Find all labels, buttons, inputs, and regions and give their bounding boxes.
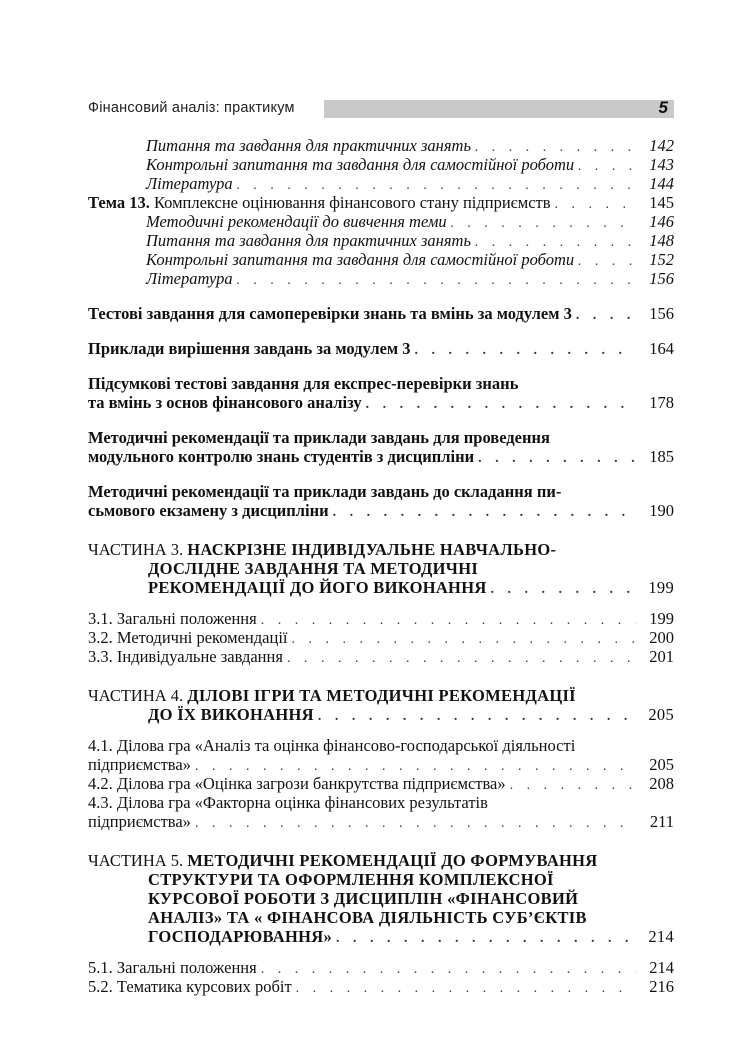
toc-page: 178: [649, 393, 674, 412]
part-heading-last[interactable]: ДО ЇХ ВИКОНАННЯ . . . 205: [88, 705, 674, 724]
dot-leader: [366, 395, 636, 414]
part-heading[interactable]: ЧАСТИНА 5. МЕТОДИЧНІ РЕКОМЕНДАЦІЇ ДО ФОРМУВАННЯ: [88, 851, 598, 870]
toc-entry[interactable]: 3.2. Методичні рекомендації . . . 200: [88, 628, 674, 647]
dot-leader: [510, 776, 636, 795]
toc-entry[interactable]: Контрольні запитання та завдання для самостійної роботи . . . 152: [88, 250, 674, 269]
toc-page: 152: [649, 250, 674, 269]
toc-entry[interactable]: Література . . . 156: [88, 269, 674, 288]
part-heading[interactable]: ЧАСТИНА 3. НАСКРІЗНЕ ІНДИВІДУАЛЬНЕ НАВЧАЛЬНО-: [88, 540, 557, 559]
dot-leader: [576, 306, 636, 325]
header-gray-bar: [324, 100, 674, 118]
toc-entry-bold[interactable]: Приклади вирішення завдань за модулем 3 . . . 164: [88, 339, 674, 358]
toc-page: 216: [649, 977, 674, 996]
part-heading-line: СТРУКТУРИ ТА ОФОРМЛЕННЯ КОМПЛЕКСНОЇ: [148, 870, 554, 889]
dot-leader: [237, 271, 636, 290]
part-heading-last[interactable]: ГОСПОДАРЮВАННЯ» . . . 214: [88, 927, 674, 946]
toc-entry[interactable]: Питання та завдання для практичних занять . . . 142: [88, 136, 674, 155]
running-header: [88, 98, 674, 120]
part-label: ЧАСТИНА 4.: [88, 686, 188, 705]
toc-page: 208: [649, 774, 674, 793]
toc-page: 185: [649, 447, 674, 466]
dot-leader: [336, 929, 636, 948]
part-label: ЧАСТИНА 5.: [88, 851, 188, 870]
toc-page: 199: [649, 609, 674, 628]
toc-entry[interactable]: підприємства» . . . 211: [88, 812, 674, 831]
toc-page: 205: [648, 705, 674, 724]
toc-page: 214: [648, 927, 674, 946]
toc-entry-topic[interactable]: Тема 13. Комплексне оцінювання фінансового стану підприємств . . . 145: [88, 193, 674, 212]
toc-page: 164: [649, 339, 674, 358]
table-of-contents: [88, 136, 674, 996]
part-heading-last[interactable]: РЕКОМЕНДАЦІЇ ДО ЙОГО ВИКОНАННЯ . . . 199: [88, 578, 674, 597]
toc-entry[interactable]: 3.1. Загальні положення . . . 199: [88, 609, 674, 628]
dot-leader: [333, 503, 636, 522]
dot-leader: [195, 814, 636, 833]
dot-leader: [296, 979, 636, 998]
toc-page: 200: [649, 628, 674, 647]
toc-entry[interactable]: Література . . . 144: [88, 174, 674, 193]
toc-page: 142: [649, 136, 674, 155]
toc-page: 144: [649, 174, 674, 193]
toc-entry[interactable]: підприємства» . . . 205: [88, 755, 674, 774]
dot-leader: [451, 214, 636, 233]
toc-entry-bold[interactable]: сьмового екзамену з дисципліни . . . 190: [88, 501, 674, 520]
dot-leader: [578, 252, 636, 271]
toc-entry[interactable]: 5.1. Загальні положення . . . 214: [88, 958, 674, 977]
part-heading[interactable]: ЧАСТИНА 4. ДІЛОВІ ІГРИ ТА МЕТОДИЧНІ РЕКОМЕНДАЦІЇ: [88, 686, 576, 705]
toc-page: 214: [649, 958, 674, 977]
dot-leader: [555, 195, 636, 214]
toc-entry-line1[interactable]: Підсумкові тестові завдання для експрес-перевірки знань: [88, 374, 519, 393]
page-number: 5: [658, 98, 668, 117]
toc-page: 146: [649, 212, 674, 231]
toc-entry[interactable]: Контрольні запитання та завдання для самостійної роботи . . . 143: [88, 155, 674, 174]
toc-page: 145: [649, 193, 674, 212]
toc-page: 148: [649, 231, 674, 250]
dot-leader: [291, 630, 636, 649]
toc-entry[interactable]: Питання та завдання для практичних занять . . . 148: [88, 231, 674, 250]
toc-entry-bold[interactable]: модульного контролю знань студентів з дисципліни . . . 185: [88, 447, 674, 466]
toc-entry[interactable]: 4.2. Ділова гра «Оцінка загрози банкрутства підприємства» . . . 208: [88, 774, 674, 793]
dot-leader: [318, 707, 636, 726]
toc-entry-line1[interactable]: 4.3. Ділова гра «Факторна оцінка фінансових результатів: [88, 793, 488, 812]
toc-entry-line1[interactable]: Методичні рекомендації та приклади завдань для проведення: [88, 428, 550, 447]
toc-entry-line1[interactable]: Методичні рекомендації та приклади завдань до складання пи-: [88, 482, 562, 501]
part-heading-line: ДОСЛІДНЕ ЗАВДАННЯ ТА МЕТОДИЧНІ: [148, 559, 479, 578]
toc-page: 143: [649, 155, 674, 174]
dot-leader: [287, 649, 636, 668]
dot-leader: [491, 580, 636, 599]
toc-page: 190: [649, 501, 674, 520]
toc-entry[interactable]: 3.3. Індивідуальне завдання . . . 201: [88, 647, 674, 666]
toc-page: 205: [649, 755, 674, 774]
part-label: ЧАСТИНА 3.: [88, 540, 188, 559]
toc-entry[interactable]: 5.2. Тематика курсових робіт . . . 216: [88, 977, 674, 996]
dot-leader: [478, 449, 636, 468]
toc-page: 156: [649, 304, 674, 323]
toc-entry-bold[interactable]: Тестові завдання для самоперевірки знань та вмінь за модулем 3 . . . 156: [88, 304, 674, 323]
toc-entry[interactable]: Методичні рекомендації до вивчення теми . . . 146: [88, 212, 674, 231]
toc-entry-bold[interactable]: та вмінь з основ фінансового аналізу . . . 178: [88, 393, 674, 412]
toc-page: 211: [649, 812, 674, 831]
toc-page: 199: [648, 578, 674, 597]
toc-entry-line1[interactable]: 4.1. Ділова гра «Аналіз та оцінка фінансово-господарської діяльності: [88, 736, 576, 755]
part-heading-line: АНАЛІЗ» ТА « ФІНАНСОВА ДІЯЛЬНІСТЬ СУБ’ЄКТІВ: [148, 908, 587, 927]
topic-label: Тема 13.: [88, 193, 150, 212]
dot-leader: [261, 960, 636, 979]
toc-page: 201: [649, 647, 674, 666]
part-heading-line: КУРСОВОЇ РОБОТИ З ДИСЦИПЛІН «ФІНАНСОВИЙ: [148, 889, 579, 908]
dot-leader: [578, 157, 636, 176]
toc-page: 156: [649, 269, 674, 288]
dot-leader: [261, 611, 636, 630]
running-header-title: Фінансовий аналіз: практикум: [88, 100, 295, 116]
dot-leader: [415, 341, 636, 360]
